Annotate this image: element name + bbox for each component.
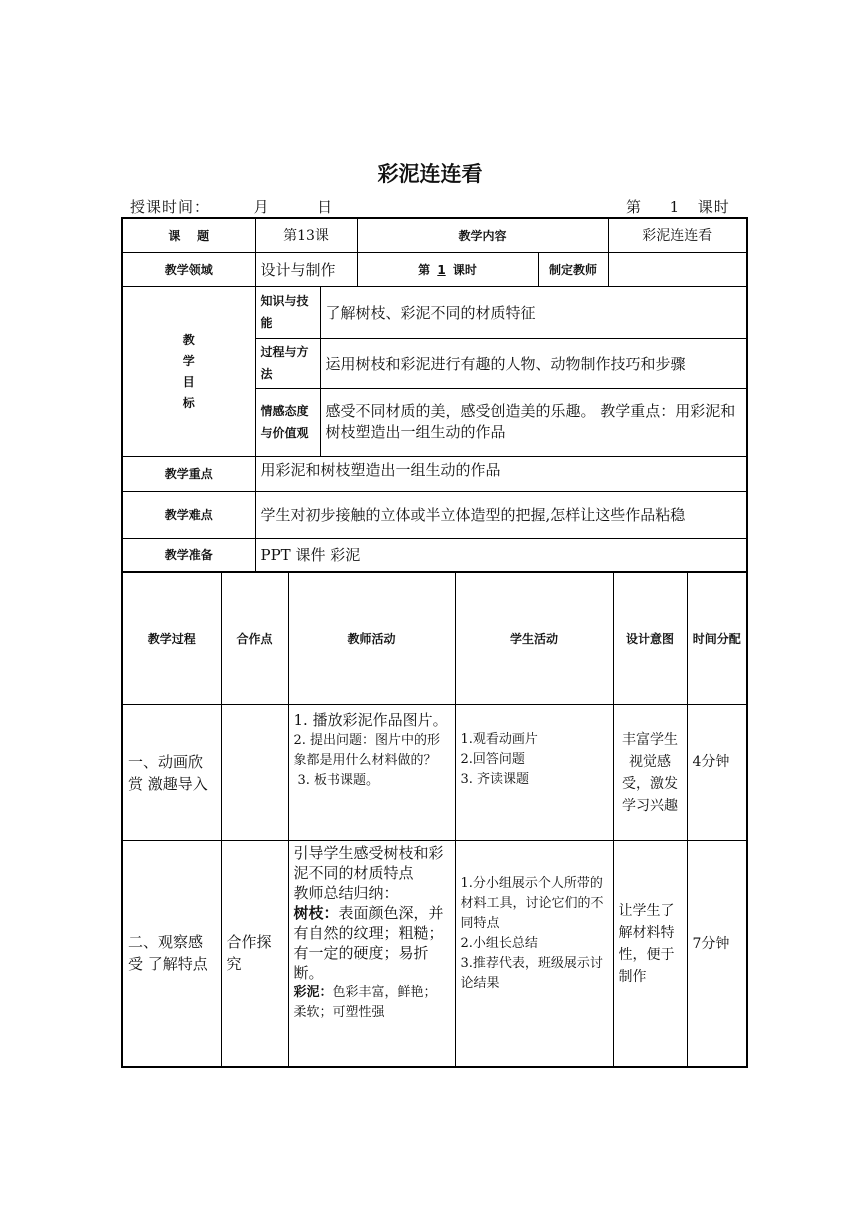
teacher-activity-cell [288,705,455,841]
time-cell: 4分钟 [687,705,747,841]
prep-value: PPT 课件 彩泥 [255,538,747,572]
lesson-date [130,196,333,217]
goals-label-char: 标 [182,396,195,410]
domain-label: 教学领域 [122,252,255,286]
student-activity-cell [455,841,613,1067]
topic-label: 课 题 [122,218,255,252]
period-prefix: 第 [418,262,431,277]
student-step: 1.分小组展示个人所带的材料工具，讨论它们的不同特点 [460,876,604,932]
topic-value: 第13课 [255,218,357,252]
student-step: 3.推荐代表，班级展示讨论结果 [460,956,603,992]
table-row [122,841,747,1067]
time-cell: 7分钟 [687,841,747,1067]
lesson-period [626,196,730,217]
student-step: 1.观看动画片 [460,731,538,747]
student-step: 2.回答问题 [460,751,525,767]
teacher-step: 3. 板书课题。 [297,773,380,788]
design-intent-cell: 让学生了解材料特性，便于制作 [613,841,687,1067]
teacher-value [608,252,747,286]
month-label: 月 [253,198,270,216]
material-name: 树枝： [293,904,339,922]
student-step: 2.小组长总结 [460,936,538,952]
day-label: 日 [317,198,334,216]
goals-label-char: 学 [182,354,195,368]
teaching-process-table [121,572,748,1068]
design-intent-cell: 丰富学生视觉感受，激发学习兴趣 [613,705,687,841]
content-label: 教学内容 [357,218,608,252]
difficulty-value: 学生对初步接触的立体或半立体造型的把握,怎样让这些作品粘稳 [255,491,747,538]
goal-text-knowledge: 了解树枝、彩泥不同的材质特征 [320,286,747,338]
goals-label [122,286,255,456]
teacher-step: 引导学生感受树枝和彩泥不同的材质特点 [293,844,444,882]
teacher-label: 制定教师 [538,252,608,286]
teacher-step: 树枝：表面颜色深，并有自然的纹理；粗糙；有一定的硬度；易折断。 [293,904,444,982]
table-row [122,705,747,841]
stage-header: 教学过程 [122,573,221,705]
domain-value: 设计与制作 [255,252,357,286]
period-number: 1 [437,262,446,277]
content-value: 彩泥连连看 [608,218,747,252]
teacher-step: 彩泥：色彩丰富，鲜艳；柔软；可塑性强 [293,985,437,1020]
prep-label: 教学准备 [122,538,255,572]
period-suffix: 课时 [452,262,477,277]
design-intent-header: 设计意图 [613,573,687,705]
lesson-number: 1 [669,198,681,216]
goal-label-emotion: 情感态度与价值观 [255,388,320,456]
teacher-activity-cell [288,841,455,1067]
stage-cell: 二、观察感受 了解特点 [122,841,221,1067]
goal-label-process: 过程与方法 [255,338,320,388]
material-name: 彩泥： [293,985,333,1000]
coop-header: 合作点 [221,573,288,705]
goals-label-char: 教 [182,333,195,347]
coop-cell: 合作探究 [221,841,288,1067]
goal-text-process: 运用树枝和彩泥进行有趣的人物、动物制作技巧和步骤 [320,338,747,388]
student-activity-header: 学生活动 [455,573,613,705]
teacher-activity-header: 教师活动 [288,573,455,705]
lesson-prefix: 第 [626,198,643,216]
lesson-suffix: 课时 [697,198,730,216]
teacher-step: 1. 播放彩泥作品图片。 [293,711,448,729]
time-header: 时间分配 [687,573,747,705]
student-step: 3. 齐读课题 [460,771,530,787]
student-activity-cell [455,705,613,841]
key-point-value: 用彩泥和树枝塑造出一组生动的作品 [255,456,747,491]
teacher-step: 2. 提出问题：图片中的形象都是用什么材料做的？ [293,733,441,768]
page-title: 彩泥连连看 [377,162,483,186]
stage-cell: 一、动画欣赏 激趣导入 [122,705,221,841]
key-point-label: 教学重点 [122,456,255,491]
teacher-step: 教师总结归纳： [293,884,399,902]
date-label: 授课时间： [130,198,211,216]
coop-cell [221,705,288,841]
period-cell [357,252,538,286]
goals-label-char: 目 [182,375,195,389]
difficulty-label: 教学难点 [122,491,255,538]
goal-text-emotion: 感受不同材质的美，感受创造美的乐趣。 教学重点：用彩泥和树枝塑造出一组生动的作品 [320,388,747,456]
lesson-info-table [121,217,748,573]
goal-label-knowledge: 知识与技能 [255,286,320,338]
